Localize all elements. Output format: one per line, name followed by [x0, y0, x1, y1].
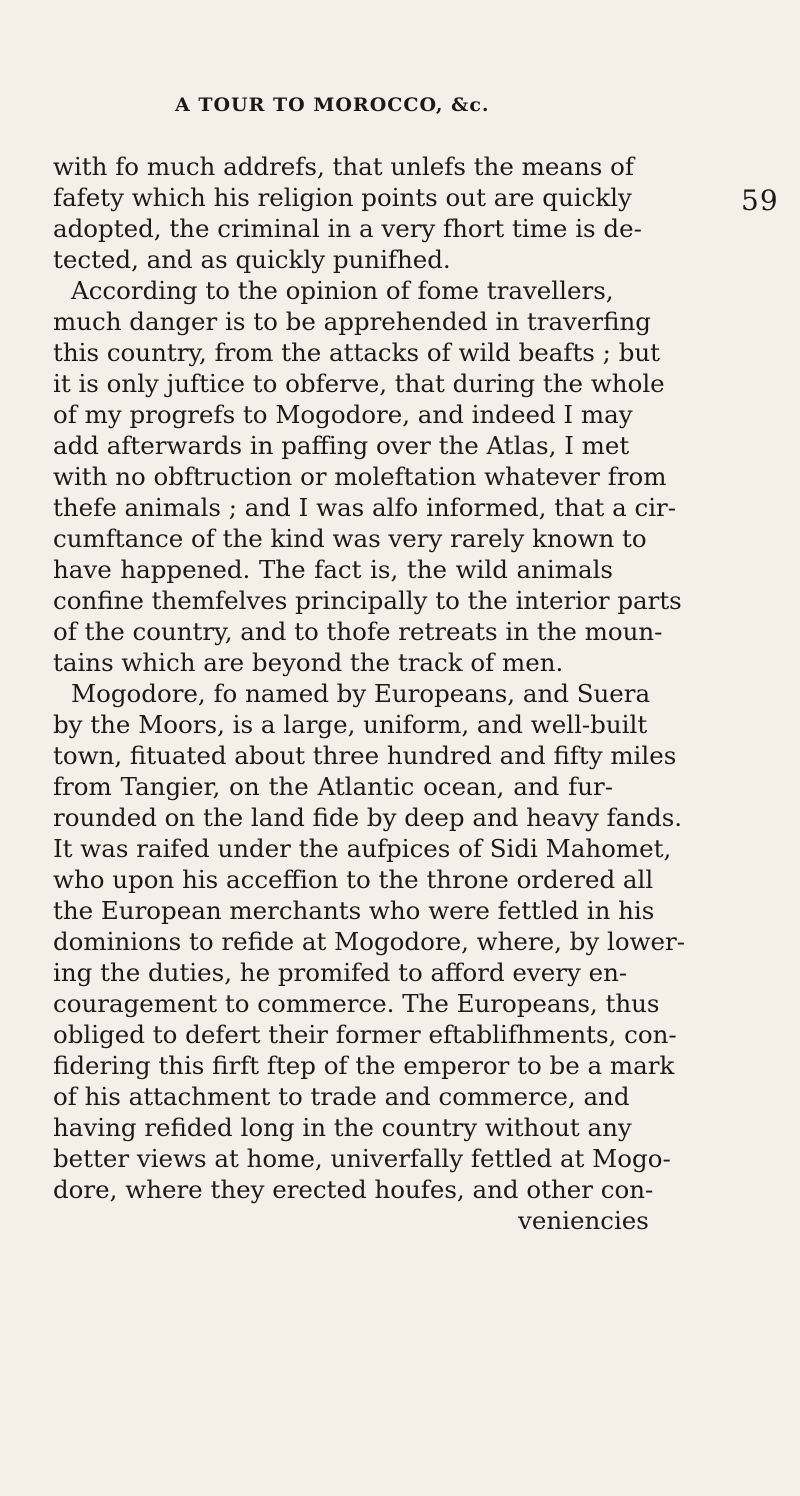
text-line: town, fituated about three hundred and fifty miles	[53, 741, 677, 770]
running-head-title: A TOUR TO MOROCCO, &c.	[175, 94, 490, 116]
text-line: dominions to refide at Mogodore, where, by lower-	[53, 927, 686, 956]
text-line: from Tangier, on the Atlantic ocean, and fur-	[53, 772, 613, 801]
text-line: have happened. The fact is, the wild animals	[53, 555, 613, 584]
text-line: adopted, the criminal in a very fhort time is de-	[53, 214, 642, 243]
text-line: ing the duties, he promifed to afford every en-	[53, 958, 628, 987]
text-line: of his attachment to trade and commerce, and	[53, 1082, 630, 1111]
text-line: thefe animals ; and I was alfo informed, that a cir-	[53, 493, 677, 522]
text-line: better views at home, univerfally fettled at Mogo-	[53, 1144, 671, 1173]
text-line: with no obftruction or moleftation whatever from	[53, 462, 667, 491]
text-line: fafety which his religion points out are quickly	[53, 183, 632, 212]
text-line: cumftance of the kind was very rarely known to	[53, 524, 647, 553]
body-text	[53, 151, 686, 1205]
text-line: couragement to commerce. The Europeans, thus	[53, 989, 660, 1018]
text-line: tected, and as quickly punifhed.	[53, 245, 451, 274]
text-line: having refided long in the country without any	[53, 1113, 632, 1142]
text-line: it is only juftice to obferve, that during the whole	[53, 369, 665, 398]
text-line: dore, where they erected houfes, and other con-	[53, 1175, 654, 1204]
text-line: confine themfelves principally to the interior parts	[53, 586, 682, 615]
text-line: the European merchants who were fettled in his	[53, 896, 655, 925]
text-line: According to the opinion of fome travellers,	[71, 276, 614, 305]
text-line: It was raifed under the aufpices of Sidi Mahomet,	[53, 834, 672, 863]
text-line: rounded on the land fide by deep and heavy fands.	[53, 803, 683, 832]
text-line: obliged to defert their former eftablifhments, con-	[53, 1020, 677, 1049]
text-line: add afterwards in paffing over the Atlas, I met	[53, 431, 630, 460]
text-line: who upon his acceffion to the throne ordered all	[53, 865, 654, 894]
text-line: by the Moors, is a large, uniform, and well-built	[53, 710, 648, 739]
text-line: of my progrefs to Mogodore, and indeed I may	[53, 400, 633, 429]
text-line: of the country, and to thofe retreats in the moun-	[53, 617, 663, 646]
text-line: fidering this firft ftep of the emperor to be a mark	[53, 1051, 675, 1080]
page-number: 59	[741, 184, 779, 217]
catchword: veniencies	[518, 1206, 649, 1235]
text-line: tains which are beyond the track of men.	[53, 648, 564, 677]
text-line: Mogodore, fo named by Europeans, and Suera	[71, 679, 651, 708]
text-line: much danger is to be apprehended in traverfing	[53, 307, 651, 336]
text-line: with fo much addrefs, that unlefs the means of	[53, 152, 634, 181]
text-line: this country, from the attacks of wild beafts ; but	[53, 338, 660, 367]
